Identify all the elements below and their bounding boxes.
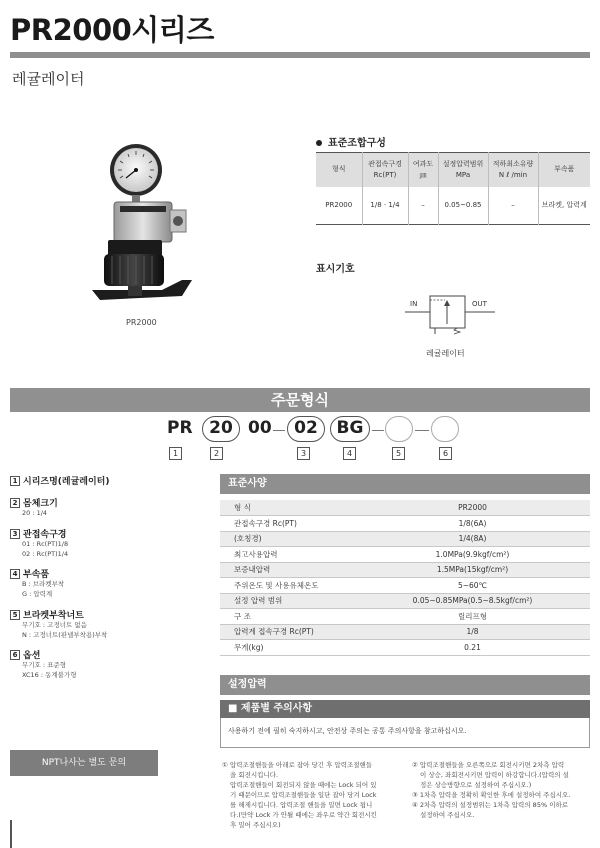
code-separator — [415, 430, 429, 431]
setting-pressure-heading: 설정압력 — [220, 675, 590, 695]
col-header: 설정압력범위 MPa — [438, 153, 488, 187]
symbol-out-label: OUT — [472, 300, 487, 308]
col-header: 형식 — [316, 153, 362, 187]
order-number-box: 3 — [297, 447, 310, 460]
notice-heading: ■ 제품별 주의사항 — [220, 700, 590, 718]
code-separator — [372, 430, 384, 431]
order-number-box: 6 — [439, 447, 452, 460]
col-header: 관접속구경 Rc(PT) — [362, 153, 408, 187]
order-item: 5 브라켓부착너트 무기호 : 고정너트 없음 N : 고정너트(판넬부착용)부착 — [10, 608, 210, 641]
code-separator — [273, 430, 285, 431]
table-row: 무게(kg) 0.21 — [220, 640, 590, 656]
product-caption: PR2000 — [126, 318, 157, 327]
table-cell: PR2000 — [325, 200, 353, 209]
symbol-in-label: IN — [410, 300, 418, 308]
table-row: 설정 압력 범위 0.05~0.85MPa(0.5~8.5kgf/cm²) — [220, 593, 590, 609]
page-title: PR2000시리즈 — [10, 13, 214, 47]
notice-text: 사용하기 전에 필히 숙지하시고, 안전상 주의는 공통 주의사항을 참고하십시오. — [228, 727, 467, 735]
table-row: (호칭경) 1/4(8A) — [220, 531, 590, 547]
npt-inquiry-button[interactable]: NPT나사는 별도 문의 — [10, 750, 158, 776]
order-prefix: PR — [167, 418, 193, 438]
col-header: 부속품 — [538, 153, 590, 187]
table-row: 최고사용압력 1.0MPa(9.9kgf/cm²) — [220, 547, 590, 563]
table-cell: – — [488, 187, 538, 225]
order-item: 6 옵션 무기호 : 표준형 XC16 : 동계불가형 — [10, 648, 210, 681]
regulator-product-image — [72, 140, 202, 315]
order-item: 3 관접속구경 01 : Rc(PT)1/8 02 : Rc(PT)1/4 — [10, 527, 210, 560]
col-header: 적하최소유량 N ℓ /min — [488, 153, 538, 187]
table-cell: – — [408, 187, 438, 225]
table-cell: 0.05~0.85 — [438, 187, 488, 225]
table-row: 구 조 릴리프형 — [220, 609, 590, 625]
table-cell: 1/8 · 1/4 — [362, 187, 408, 225]
standard-combo-heading — [316, 134, 386, 149]
order-accessory-field: BG — [330, 416, 370, 442]
order-option-5-field — [385, 416, 413, 442]
table-row — [316, 187, 590, 225]
order-number-box: 2 — [210, 447, 223, 460]
symbol-heading: 표시기호 — [316, 264, 355, 275]
bullet-icon — [316, 140, 322, 146]
order-item: 1 시리즈명(레귤레이터) — [10, 474, 210, 487]
table-row: 형 식 PR2000 — [220, 500, 590, 516]
table-header-row — [316, 153, 590, 187]
order-number-box: 5 — [392, 447, 405, 460]
spec-table — [220, 500, 590, 656]
order-item: 2 몸체크기 20 : 1/4 — [10, 496, 210, 519]
symbol-caption: 레귤레이터 — [426, 349, 465, 358]
regulator-symbol-icon — [405, 290, 495, 335]
table-row: 관접속구경 Rc(PT) 1/8(6A) — [220, 516, 590, 532]
margin-marker — [10, 820, 12, 848]
spec-heading: 표준사양 — [220, 474, 590, 494]
table-row: 보증내압력 1.5MPa(15kgf/cm²) — [220, 562, 590, 578]
page-subtitle: 레귤레이터 — [12, 70, 85, 88]
order-format-heading: 주문형식 — [10, 388, 590, 412]
order-size-field: 20 — [202, 416, 240, 442]
table-row: 주위온도 및 사용유체온도 5~60℃ — [220, 578, 590, 594]
col-header: 여과도 ㎛ — [408, 153, 438, 187]
notes-left: ① 압력조절핸들을 아래로 잡아 당긴 후 압력조절핸들 을 회전시킵니다. 압력조절핸들이 회전되지 않을 때에는 Lock 되어 있 기 때문이므로 압력조절핸들을 일단 잡아 당겨 Lock 를 해제시킵니다. 압력조절 핸들을 밀면 Lock 됩니 다.(만약 Lock 가 안될 때에는 좌우로 약간 회전시킨 후 밀어 주십시오) — [222, 761, 377, 830]
standard-combo-table — [316, 152, 590, 225]
order-items-list — [10, 474, 210, 681]
order-option-6-field — [431, 416, 459, 442]
order-fixed-code: 00 — [248, 418, 272, 438]
order-item: 4 부속품 B : 브라켓부착 G : 압력계 — [10, 567, 210, 600]
table-cell: 브라켓, 압력계 — [538, 187, 590, 225]
table-row: 압력계 접속구경 Rc(PT) 1/8 — [220, 624, 590, 640]
title-divider — [10, 52, 590, 58]
order-number-box: 4 — [343, 447, 356, 460]
notes-right: ② 압력조절핸들을 오른쪽으로 회전시키면 2차측 압력 이 상승, 좌회전시키면 압력이 하강합니다.(압력의 설 정은 상승방향으로 설정하여 주십시오.) ③ 1차측 압력을 정확히 확인한 후에 설정하여 주십시오. ④ 2차측 압력의 설정범위는 1차측 압력의 85% 이하로 설정하여 주십시오. — [412, 761, 571, 820]
order-number-box: 1 — [169, 447, 182, 460]
standard-combo-heading-text: 표준조합구성 — [328, 138, 386, 149]
order-port-field: 02 — [287, 416, 325, 442]
